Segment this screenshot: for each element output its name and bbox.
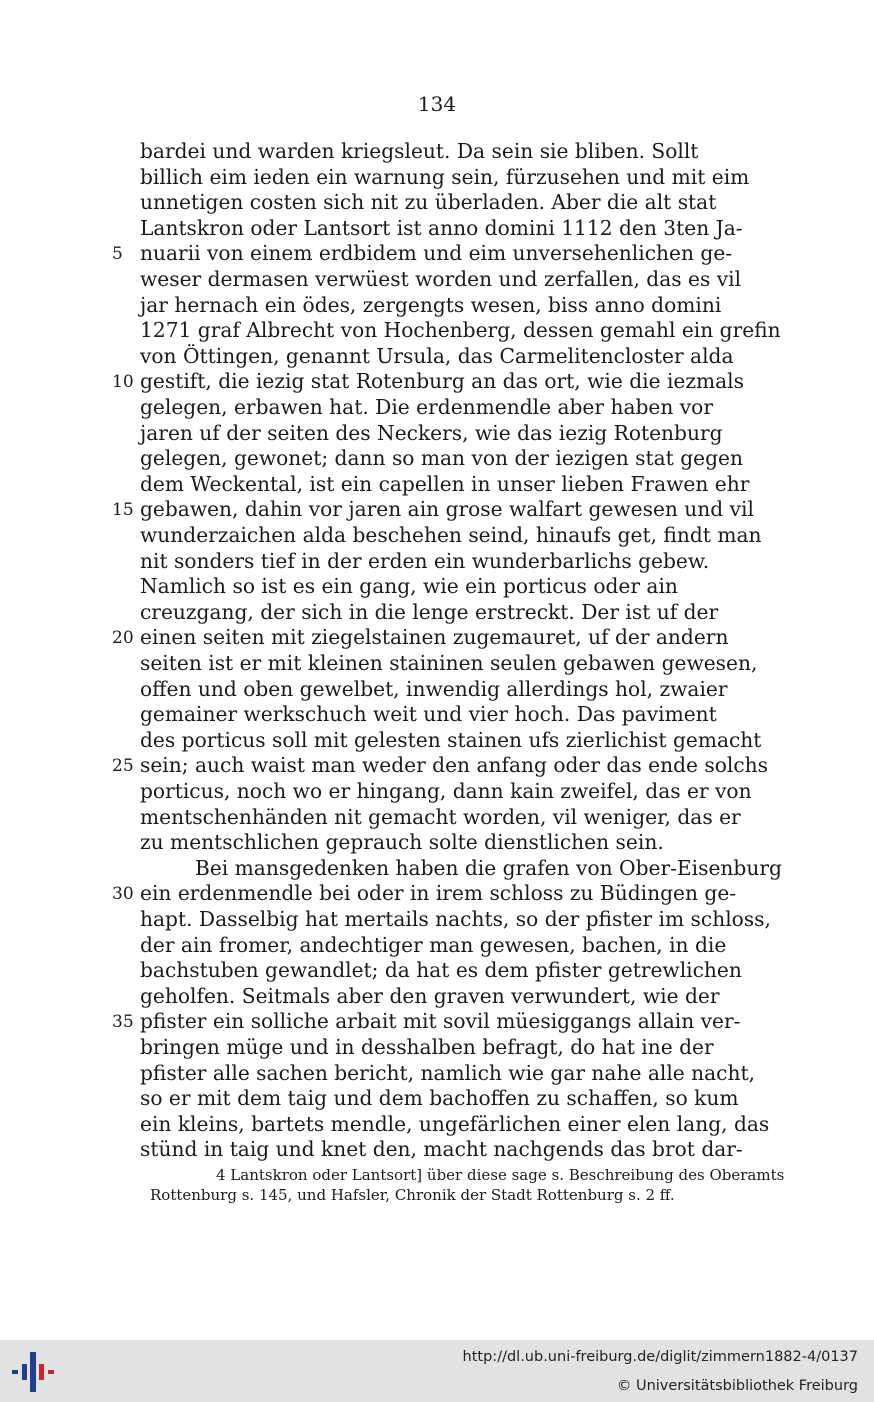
text-line: mentschenhänden nit gemacht worden, vil weniger, das er — [140, 804, 741, 829]
text-line: gelegen, gewonet; dann so man von der iezigen stat gegen — [140, 446, 743, 471]
page-number: 134 — [417, 92, 457, 116]
text-line: von Öttingen, genannt Ursula, das Carmelitencloster alda — [140, 343, 734, 368]
source-url-link[interactable]: http://dl.ub.uni-freiburg.de/diglit/zimmern1882-4/0137 — [462, 1349, 858, 1365]
footer-bar — [0, 1340, 874, 1402]
line-number: 20 — [112, 628, 134, 649]
copyright-text: © Universitätsbibliothek Freiburg — [616, 1378, 858, 1394]
text-line: nuarii von einem erdbidem und eim unversehenlichen ge- — [140, 241, 733, 266]
text-line: bardei und warden kriegsleut. Da sein sie bliben. Sollt — [140, 139, 699, 163]
text-line: pfister alle sachen bericht, namlich wie gar nahe alle nacht, — [140, 1060, 756, 1085]
text-line: hapt. Dasselbig hat mertails nachts, so der pfister im schloss, — [140, 907, 771, 931]
text-line: bachstuben gewandlet; da hat es dem pfister getrewlichen — [140, 958, 742, 983]
text-line: Namlich so ist es ein gang, wie ein porticus oder ain — [140, 574, 678, 599]
text-line: seiten ist er mit kleinen staininen seulen gebawen gewesen, — [140, 651, 758, 675]
line-number: 15 — [112, 500, 134, 521]
text-line: pfister ein solliche arbait mit sovil müesiggangs allain ver- — [140, 1009, 741, 1034]
text-line: jar hernach ein ödes, zergengts wesen, biss anno domini — [140, 292, 722, 317]
text-line: wunderzaichen alda beschehen seind, hinaufs get, findt man — [140, 523, 762, 547]
line-number: 10 — [112, 372, 134, 393]
text-line: des porticus soll mit gelesten stainen ufs zierlichist gemacht — [140, 727, 762, 752]
text-line: unnetigen costen sich nit zu überladen. Aber die alt stat — [140, 190, 717, 215]
line-number: 5 — [112, 244, 123, 265]
text-line: gestift, die iezig stat Rotenburg an das ort, wie die iezmals — [140, 369, 744, 394]
text-line: ein erdenmendle bei oder in irem schloss zu Büdingen ge- — [140, 881, 737, 906]
text-line: jaren uf der seiten des Neckers, wie das iezig Rotenburg — [140, 420, 723, 445]
text-line: sein; auch waist man weder den anfang oder das ende solchs — [140, 753, 769, 778]
text-line: ein kleins, bartets mendle, ungefärlichen einer elen lang, das — [140, 1111, 770, 1136]
text-line: billich eim ieden ein warnung sein, fürzusehen und mit eim — [140, 164, 750, 189]
text-line: nit sonders tief in der erden ein wunderbarlichs gebew. — [140, 548, 710, 573]
text-line: so er mit dem taig und dem bachoffen zu schaffen, so kum — [140, 1086, 739, 1111]
text-line: Lantskron oder Lantsort ist anno domini 1112 den 3ten Ja- — [140, 215, 743, 240]
library-logo-icon — [10, 1350, 56, 1394]
text-line: Bei mansgedenken haben die grafen von Ober-Eisenburg — [195, 855, 782, 880]
footnote-line: 4 Lantskron oder Lantsort] über diese sage s. Beschreibung des Oberamts — [216, 1166, 785, 1184]
text-line: creuzgang, der sich in die lenge erstreckt. Der ist uf der — [140, 599, 719, 624]
text-line: zu mentschlichen geprauch solte dienstlichen sein. — [140, 830, 664, 855]
text-line: porticus, noch wo er hingang, dann kain zweifel, das er von — [140, 779, 752, 803]
text-line: geholfen. Seitmals aber den graven verwundert, wie der — [140, 983, 720, 1008]
line-number: 35 — [112, 1012, 134, 1033]
text-line: dem Weckental, ist ein capellen in unser lieben Frawen ehr — [140, 471, 750, 496]
text-line: offen und oben gewelbet, inwendig allerdings hol, zwaier — [140, 676, 728, 701]
line-number: 30 — [112, 884, 134, 905]
text-line: bringen müge und in desshalben befragt, do hat ine der — [140, 1035, 714, 1059]
text-line: einen seiten mit ziegelstainen zugemauret, uf der andern — [140, 625, 729, 650]
footnote-line: Rottenburg s. 145, und Hafsler, Chronik der Stadt Rottenburg s. 2 ff. — [150, 1186, 675, 1204]
line-number: 25 — [112, 756, 134, 777]
text-line: weser dermasen verwüest worden und zerfallen, das es vil — [140, 267, 742, 291]
text-line: 1271 graf Albrecht von Hochenberg, dessen gemahl ein grefin — [140, 318, 781, 343]
text-line: gelegen, erbawen hat. Die erdenmendle aber haben vor — [140, 395, 713, 419]
text-line: gebawen, dahin vor jaren ain grose walfart gewesen und vil — [140, 497, 754, 522]
text-line: stünd in taig und knet den, macht nachgends das brot dar- — [140, 1137, 743, 1162]
text-line: gemainer werkschuch weit und vier hoch. Das paviment — [140, 702, 717, 727]
text-line: der ain fromer, andechtiger man gewesen, bachen, in die — [140, 932, 727, 957]
